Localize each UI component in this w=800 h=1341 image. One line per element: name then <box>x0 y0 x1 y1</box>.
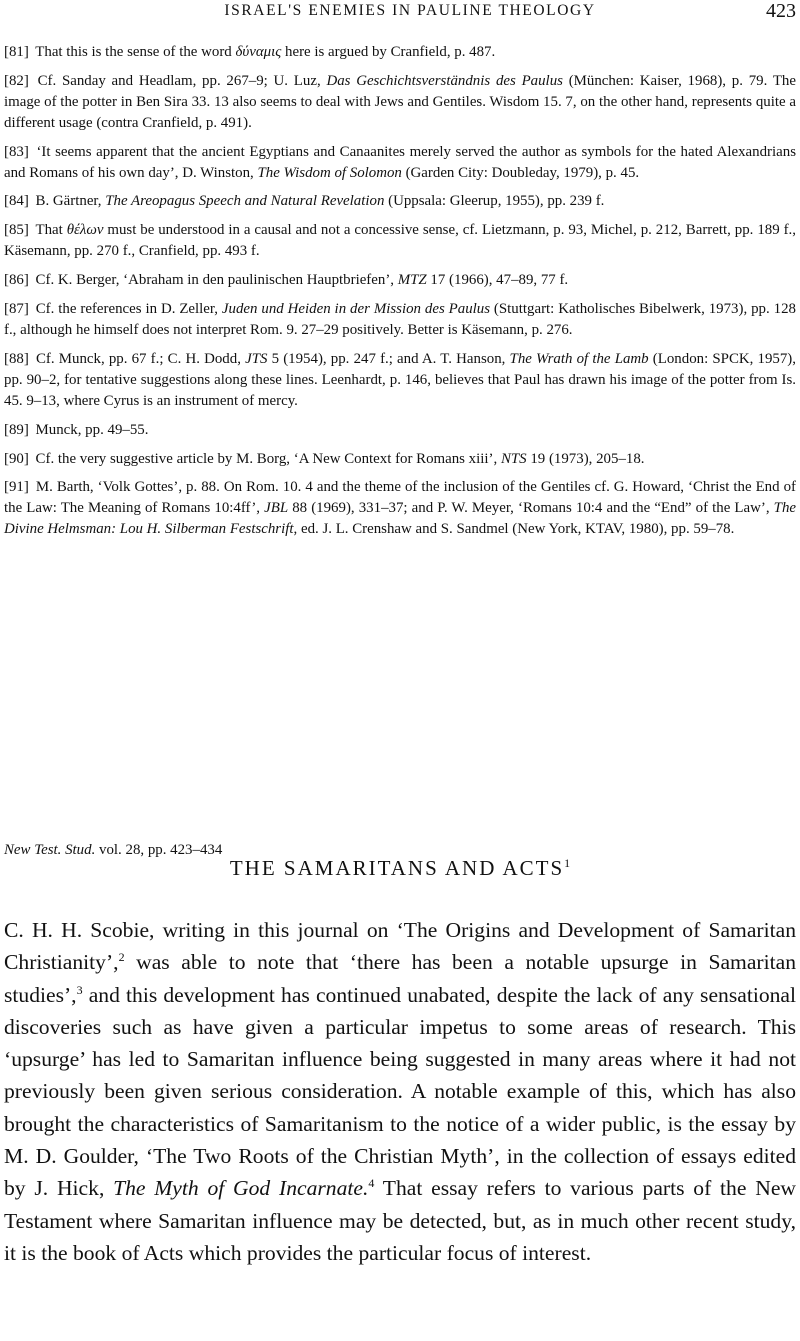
endnote-text: Cf. the very suggestive article by M. Borg, ‘A New Context for Romans xiii’, <box>35 450 501 467</box>
endnote-text: (Uppsala: Gleerup, 1955), pp. 239 f. <box>384 193 605 210</box>
endnote-text: That this is the sense of the word <box>35 44 236 60</box>
endnote <box>4 191 796 212</box>
endnote <box>4 449 796 470</box>
endnote <box>4 220 796 262</box>
endnote <box>4 349 796 412</box>
footnote-ref[interactable]: 4 <box>368 1176 375 1191</box>
endnote <box>4 299 796 341</box>
endnote-text: Cf. Munck, pp. 67 f.; C. H. Dodd, <box>35 350 246 367</box>
endnote-italic-text: JBL <box>264 500 289 517</box>
endnote-number: [88] <box>4 350 29 367</box>
endnote <box>4 71 796 134</box>
endnote-text: M. Barth, ‘Volk Gottes’, p. 88. On Rom. 10. 4 and the theme of the inclusion of the Gentiles cf. G. Howard, ‘Christ the End of the Law: The Meaning of Romans 10:4ff’, <box>4 479 796 517</box>
footnote-ref[interactable]: 2 <box>118 950 125 965</box>
endnote-text: (München: Kaiser, 1968), p. 79. The image of the potter in Ben Sira 33. 13 also seems to deal with Jews and Gentiles. Wisdom 15. 7, on the other hand, represents quite a different usage (contra Cranfield, p. 491). <box>4 72 796 131</box>
footnote-ref[interactable]: 3 <box>76 982 83 997</box>
endnote-number: [86] <box>4 272 29 289</box>
endnote-italic-text: JTS <box>245 350 268 367</box>
endnote-text: ‘It seems apparent that the ancient Egyptians and Canaanites merely served the author as symbols for the hated Alexandrians and Romans of his own day’, D. Winston, <box>4 143 796 181</box>
endnotes <box>4 42 796 548</box>
endnote-text: 5 (1954), pp. 247 f.; and A. T. Hanson, <box>267 350 510 367</box>
endnote-italic-text: δύναμις <box>235 44 282 60</box>
endnote <box>4 42 796 63</box>
endnote-text: (Garden City: Doubleday, 1979), p. 45. <box>401 164 640 181</box>
endnote-text: here is argued by Cranfield, p. 487. <box>281 44 496 60</box>
body-text: That essay refers to various parts of the New Testament where Samaritan influence may be detected, but, as in much other recent study, it is the book of Acts which provides the particular focus of interest. <box>4 1176 796 1265</box>
endnote-italic-text: Das Geschichtsverständnis des Paulus <box>326 72 563 89</box>
body-italic-text: The Myth of God Incarnate. <box>113 1176 369 1201</box>
endnote-text: (Stuttgart: Katholisches Bibelwerk, 1973), pp. 128 f., although he himself does not interpret Rom. 9. 27–29 positively. Better is Käsemann, p. 276. <box>4 301 796 338</box>
article-title <box>0 856 800 881</box>
endnote-text: 19 (1973), 205–18. <box>526 450 645 467</box>
page-number: 423 <box>766 0 796 22</box>
body-text: was able to note that ‘there has been a notable upsurge in Samaritan studies’, <box>4 950 796 1007</box>
endnote-number: [81] <box>4 44 29 60</box>
endnote-text: 88 (1969), 331–37; and P. W. Meyer, ‘Romans 10:4 and the “End” of the Law’, <box>288 500 774 517</box>
endnote-number: [89] <box>4 421 29 438</box>
endnote-italic-text: Juden und Heiden in der Mission des Paulus <box>221 301 491 318</box>
endnote <box>4 477 796 540</box>
body-paragraph <box>4 914 796 1269</box>
endnote-number: [91] <box>4 479 29 496</box>
endnote-text: Munck, pp. 49–55. <box>35 421 149 438</box>
title-footnote-ref[interactable]: 1 <box>564 856 571 870</box>
body-text: and this development has continued unabated, despite the lack of any sensational discoveries such as have given a particular impetus to some areas of research. This ‘upsurge’ has led to Samaritan influence being suggested in many areas where it had not previously been given serious consideration. A notable example of this, which has also brought the characteristics of Samaritanism to the notice of a wider public, is the essay by M. D. Goulder, ‘The Two Roots of the Christian Myth’, in the collection of essays edited by J. Hick, <box>4 982 796 1201</box>
endnote-text: Cf. Sanday and Headlam, pp. 267–9; U. Luz, <box>37 72 327 89</box>
endnote-text: B. Gärtner, <box>35 193 106 210</box>
endnote-number: [82] <box>4 72 29 89</box>
endnote-number: [83] <box>4 143 29 160</box>
endnote-text: 17 (1966), 47–89, 77 f. <box>426 272 569 289</box>
endnote <box>4 270 796 291</box>
journal-name: New Test. Stud. <box>4 842 96 858</box>
article-title-text: THE SAMARITANS AND ACTS <box>229 856 565 880</box>
endnote-number: [87] <box>4 301 29 318</box>
endnote-italic-text: The Wisdom of Solomon <box>257 164 402 181</box>
endnote-italic-text: θέλων <box>66 222 104 239</box>
endnote-text: must be understood in a causal and not a concessive sense, cf. Lietzmann, p. 93, Michel, p. 212, Barrett, pp. 189 f., Käsemann, pp. 270 f., Cranfield, pp. 493 f. <box>4 222 796 260</box>
endnote-number: [90] <box>4 450 29 467</box>
body-text: C. H. H. Scobie, writing in this journal on ‘The Origins and Development of Samaritan Christianity’, <box>4 918 796 975</box>
endnote-text: Cf. the references in D. Zeller, <box>35 301 222 318</box>
endnote-italic-text: MTZ <box>397 272 427 289</box>
endnote-text: That <box>35 222 67 239</box>
endnote-text: Cf. K. Berger, ‘Abraham in den paulinischen Hauptbriefen’, <box>35 272 398 289</box>
endnote-text: , ed. J. L. Crenshaw and S. Sandmel (New York, KTAV, 1980), pp. 59–78. <box>293 521 735 538</box>
endnote <box>4 420 796 441</box>
endnote-italic-text: The Areopagus Speech and Natural Revelation <box>105 193 385 210</box>
journal-volume-pages: vol. 28, pp. 423–434 <box>95 842 223 858</box>
running-title: ISRAEL'S ENEMIES IN PAULINE THEOLOGY <box>224 2 596 19</box>
running-head <box>0 0 800 24</box>
endnote-italic-text: The Divine Helmsman: Lou H. Silberman Festschrift <box>4 500 796 538</box>
endnote-italic-text: NTS <box>500 450 527 467</box>
endnote-italic-text: The Wrath of the Lamb <box>509 350 649 367</box>
endnote-number: [84] <box>4 193 29 210</box>
endnote-number: [85] <box>4 222 29 239</box>
endnote <box>4 142 796 184</box>
endnote-text: (London: SPCK, 1957), pp. 90–2, for tentative suggestions along these lines. Leenhardt, p. 146, believes that Paul has drawn his image of the potter from Is. 45. 9–13, where Cyrus is an instrument of mercy. <box>4 350 796 409</box>
